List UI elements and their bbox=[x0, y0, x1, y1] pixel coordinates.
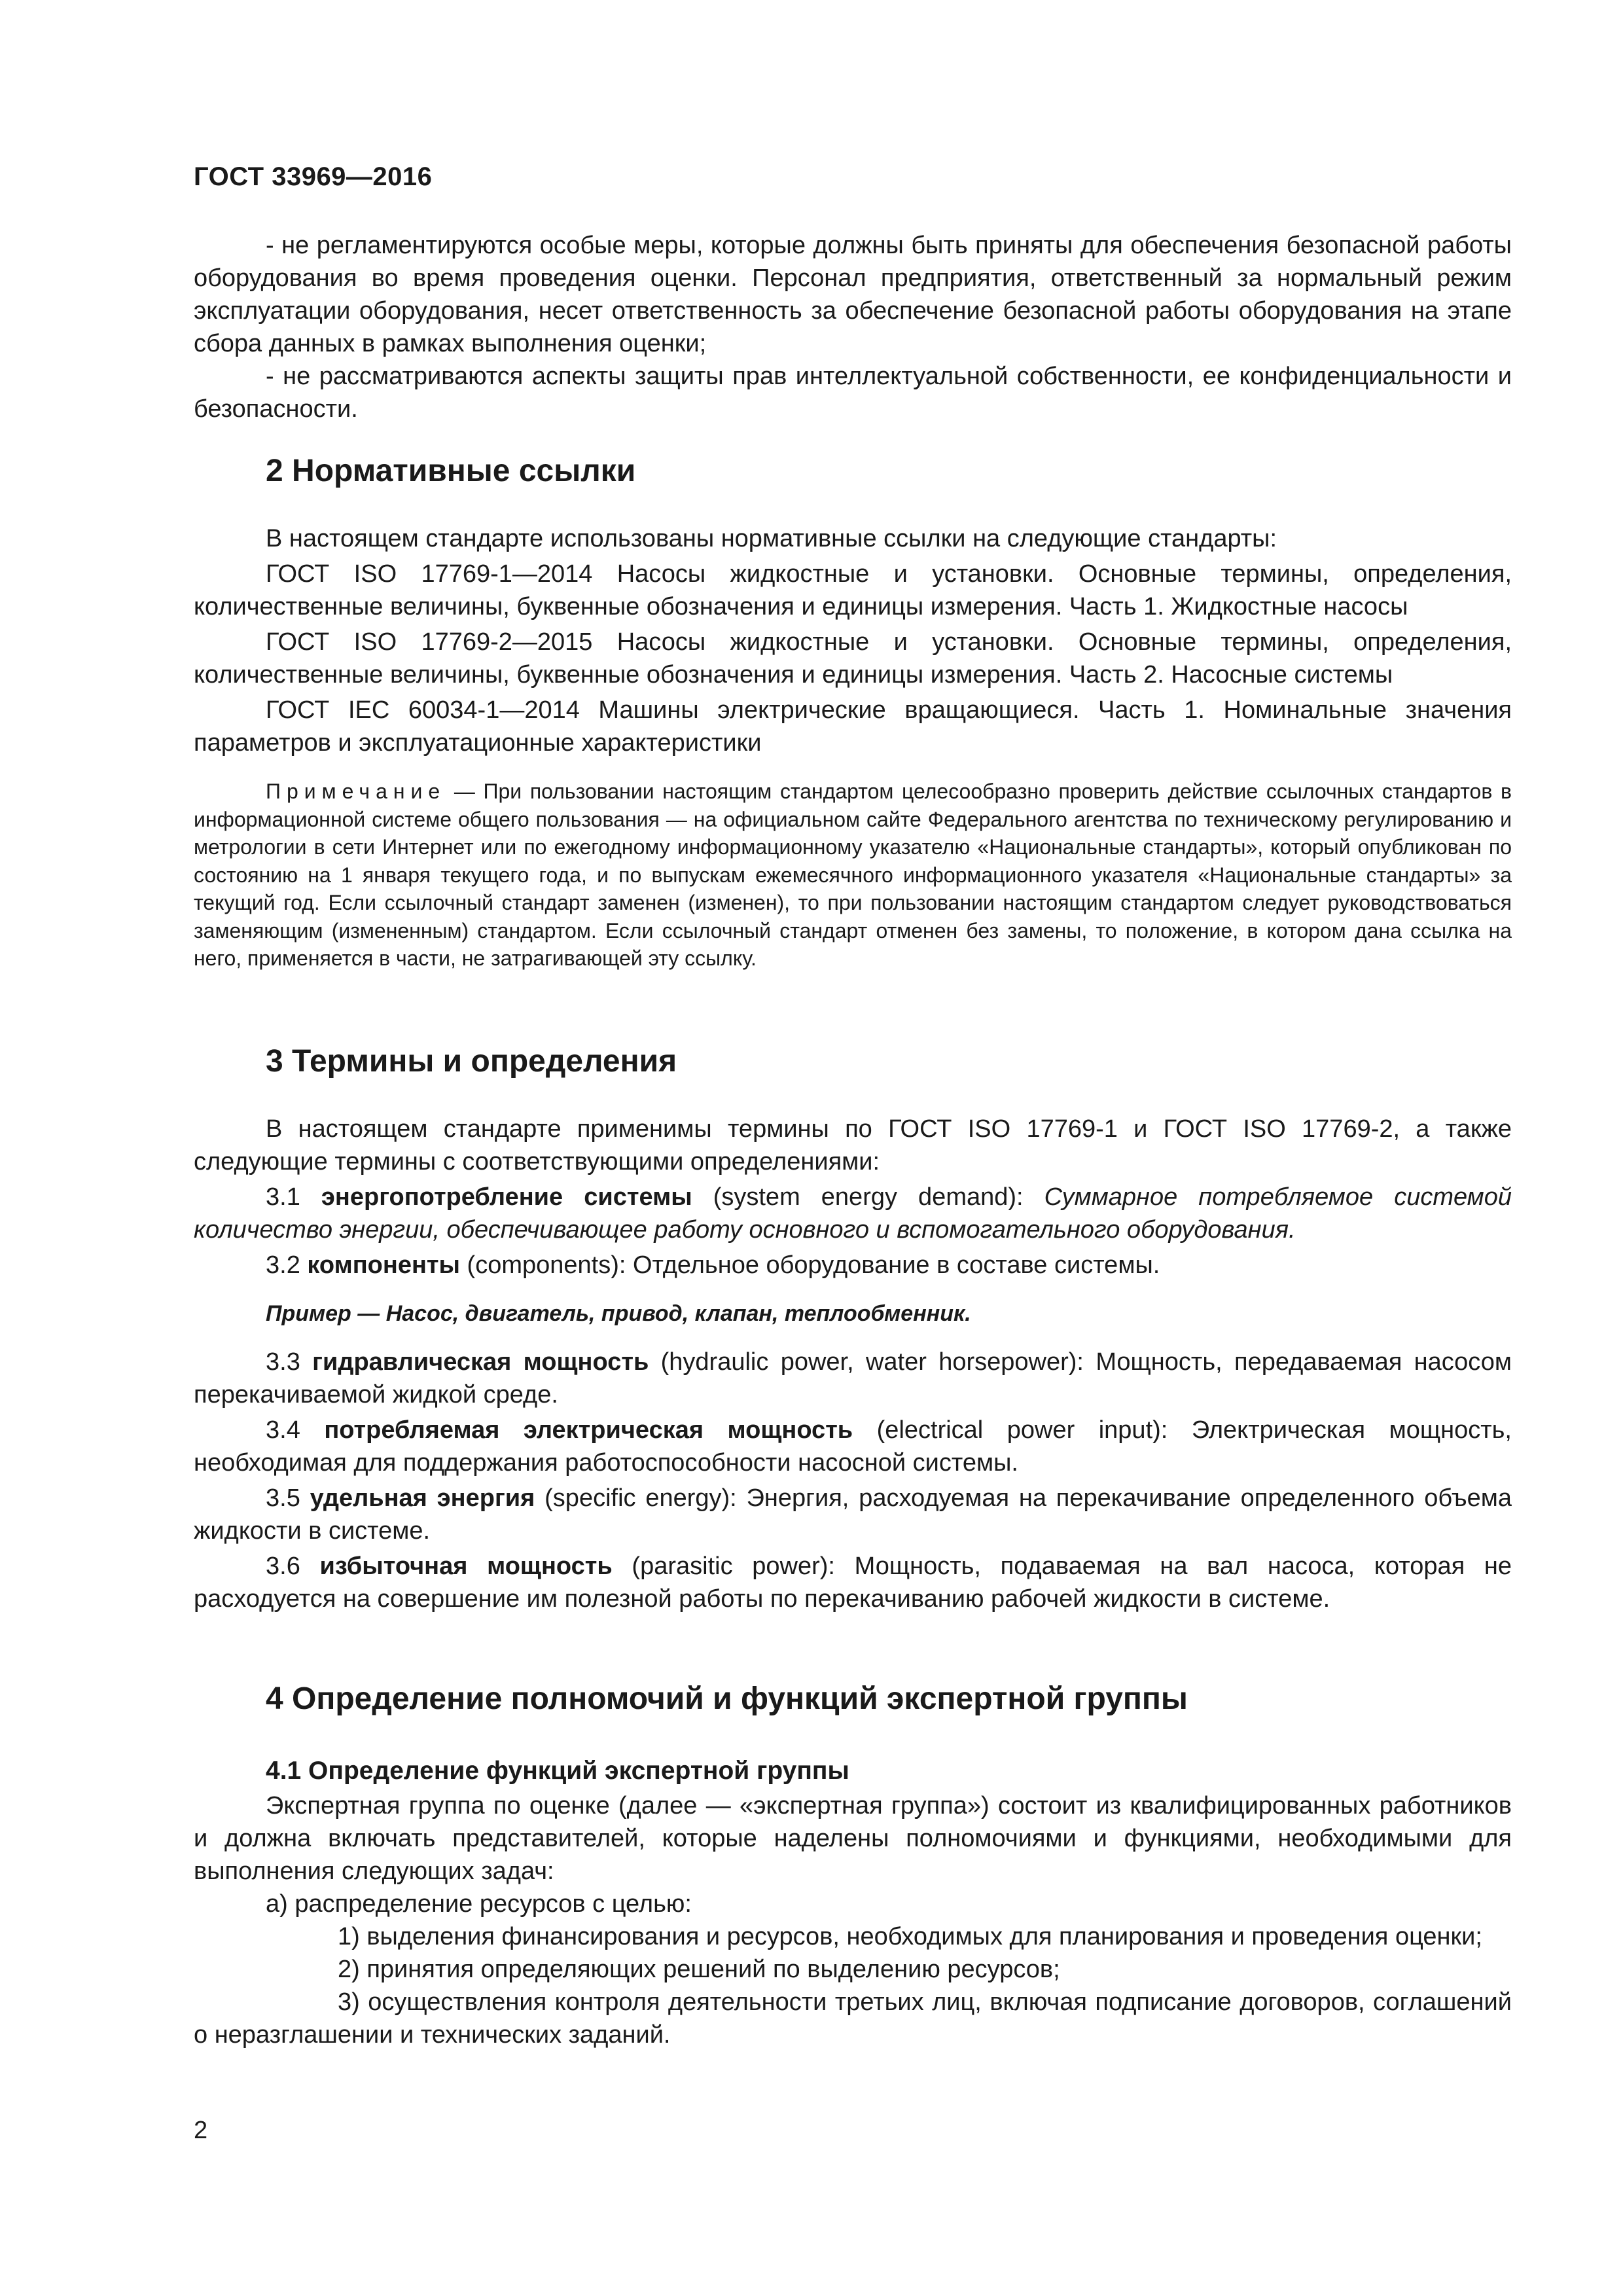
term-english: (electrical power input): bbox=[853, 1416, 1192, 1444]
section-intro: В настоящем стандарте использованы нормативные ссылки на следующие стандарты: bbox=[266, 525, 1277, 552]
section-title: 2 Нормативные ссылки bbox=[266, 454, 636, 488]
section-2-body bbox=[194, 522, 1512, 759]
section-2-heading bbox=[194, 452, 1512, 491]
subsection-title: 4.1 Определение функций экспертной группы bbox=[266, 1757, 849, 1785]
term-definition bbox=[194, 1414, 1512, 1479]
list-sub-item: 1) выделения финансирования и ресурсов, необходимых для планирования и проведения оценки; bbox=[338, 1923, 1482, 1950]
term-name: энергопотребление системы bbox=[321, 1183, 692, 1211]
term-english: (specific energy): bbox=[535, 1484, 747, 1512]
section-title: 3 Термины и определения bbox=[266, 1044, 677, 1079]
section-3-heading bbox=[194, 1042, 1512, 1081]
term-text: Отдельное оборудование в составе системы. bbox=[633, 1251, 1160, 1279]
term-english: (parasitic power): bbox=[612, 1552, 855, 1580]
normative-reference: ГОСТ IEC 60034-1—2014 Машины электрические вращающиеся. Часть 1. Номинальные значения параметров и эксплуатационные характеристики bbox=[194, 696, 1512, 757]
section-4-body bbox=[194, 1754, 1512, 2051]
section-intro: Экспертная группа по оценке (далее — «экспертная группа») состоит из квалифицированных работников и должна включать представителей, которые наделены полномочиями и функциями, необходимыми для выполнения следующих задач: bbox=[194, 1792, 1512, 1885]
term-definition bbox=[194, 1550, 1512, 1615]
note-block bbox=[194, 778, 1512, 973]
term-name: удельная энергия bbox=[310, 1484, 535, 1512]
term-english: (system energy demand): bbox=[692, 1183, 1044, 1211]
term-english: (components): bbox=[460, 1251, 633, 1279]
term-definition bbox=[194, 1482, 1512, 1547]
term-name: потребляемая электрическая мощность bbox=[324, 1416, 853, 1444]
term-text: Энергия, расходуемая на перекачивание определенного объема жидкости в системе. bbox=[194, 1484, 1512, 1545]
intro-list bbox=[194, 229, 1512, 425]
note-text: — При пользовании настоящим стандартом целесообразно проверить действие ссылочных стандартов в информационной системе общего пользования — на официальном сайте Федерального агентства по техническому регулированию и метрологии в сети Интернет или по ежегодному информационному указателю «Национальные стандарты», который опубликован по состоянию на 1 января текущего года, и по выпускам ежемесячного информационного указателя «Национальные стандарты» за текущий год. Если ссылочный стандарт заменен (изменен), то при пользовании настоящим стандартом следует руководствоваться заменяющим (измененным) стандартом. Если ссылочный стандарт отменен без замены, то положение, в котором дана ссылка на него, применяется в части, не затрагивающей эту ссылку. bbox=[194, 780, 1512, 970]
page-number: 2 bbox=[194, 2117, 208, 2144]
section-intro: В настоящем стандарте применимы термины по ГОСТ ISO 17769-1 и ГОСТ ISO 17769-2, а также следующие термины с соответствующими определениями: bbox=[194, 1115, 1512, 1175]
term-text: Электрическая мощность, необходимая для поддержания работоспособности насосной системы. bbox=[194, 1416, 1512, 1477]
note-label: Примечание bbox=[266, 780, 446, 803]
term-number: 3.4 bbox=[266, 1416, 325, 1444]
term-text: Мощность, передаваемая насосом перекачиваемой жидкой среде. bbox=[194, 1348, 1512, 1408]
list-item: а) распределение ресурсов с целью: bbox=[266, 1890, 692, 1918]
term-number: 3.3 bbox=[266, 1348, 313, 1376]
term-english: (hydraulic power, water horsepower): bbox=[649, 1348, 1096, 1376]
term-text: Мощность, подаваемая на вал насоса, которая не расходуется на совершение им полезной работы по перекачиванию рабочей жидкости в системе. bbox=[194, 1552, 1512, 1613]
list-sub-item: 2) принятия определяющих решений по выделению ресурсов; bbox=[338, 1956, 1060, 1983]
doc-header: ГОСТ 33969—2016 bbox=[194, 162, 433, 191]
example-note: Пример — Насос, двигатель, привод, клапан, теплообменник. bbox=[266, 1301, 971, 1326]
intro-item: - не рассматриваются аспекты защиты прав интеллектуальной собственности, ее конфиденциальности и безопасности. bbox=[194, 363, 1512, 423]
normative-reference: ГОСТ ISO 17769-1—2014 Насосы жидкостные и установки. Основные термины, определения, количественные величины, буквенные обозначения и единицы измерения. Часть 1. Жидкостные насосы bbox=[194, 560, 1512, 620]
term-text: Суммарное потребляемое системой количество энергии, обеспечивающее работу основного и вспомогательного оборудования. bbox=[194, 1183, 1512, 1244]
section-4-heading bbox=[194, 1679, 1512, 1719]
normative-reference: ГОСТ ISO 17769-2—2015 Насосы жидкостные и установки. Основные термины, определения, количественные величины, буквенные обозначения и единицы измерения. Часть 2. Насосные системы bbox=[194, 628, 1512, 689]
term-number: 3.5 bbox=[266, 1484, 310, 1512]
document-page bbox=[194, 0, 1512, 2296]
term-definition bbox=[194, 1181, 1512, 1246]
term-definition bbox=[194, 1249, 1512, 1282]
note-paragraph bbox=[194, 778, 1512, 973]
term-name: компоненты bbox=[307, 1251, 460, 1279]
term-number: 3.1 bbox=[266, 1183, 321, 1211]
section-3-body bbox=[194, 1113, 1512, 1615]
intro-item: - не регламентируются особые меры, которые должны быть приняты для обеспечения безопасной работы оборудования во время проведения оценки. Персонал предприятия, ответственный за нормальный режим эксплуатации оборудования, несет ответственность за обеспечение безопасной работы оборудования на этапе сбора данных в рамках выполнения оценки; bbox=[194, 232, 1512, 357]
term-name: избыточная мощность bbox=[319, 1552, 613, 1580]
list-sub-item: 3) осуществления контроля деятельности третьих лиц, включая подписание договоров, соглашений о неразглашении и технических заданий. bbox=[194, 1988, 1512, 2049]
term-number: 3.2 bbox=[266, 1251, 308, 1279]
term-definition bbox=[194, 1346, 1512, 1411]
term-number: 3.6 bbox=[266, 1552, 320, 1580]
section-title: 4 Определение полномочий и функций экспертной группы bbox=[266, 1681, 1188, 1716]
term-name: гидравлическая мощность bbox=[312, 1348, 649, 1376]
